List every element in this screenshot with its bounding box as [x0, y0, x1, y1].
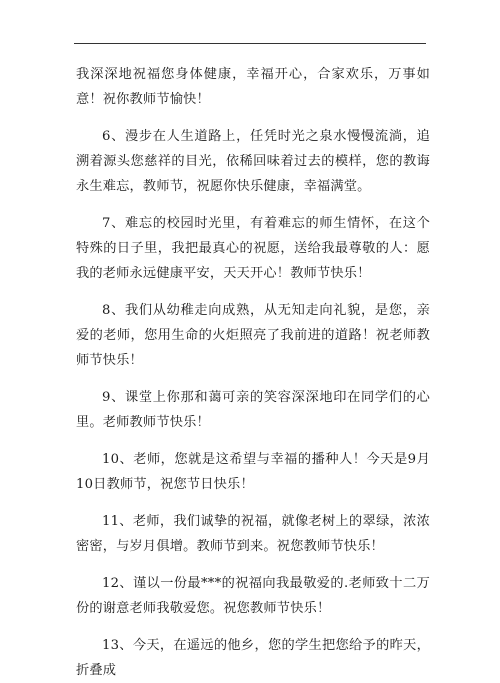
- paragraph-6: 6、漫步在人生道路上，任凭时光之泉水慢慢流淌，追溯着源头您慈祥的目光，依稀回味着过去的模样，您的教诲永生难忘，教师节，祝愿你快乐健康，幸福满堂。: [76, 129, 430, 194]
- header-rule: [74, 43, 426, 44]
- paragraph-9: 9、课堂上你那和蔼可亲的笑容深深地印在同学们的心里。老师教师节快乐！: [76, 390, 430, 430]
- paragraph-continuation: 我深深地祝福您身体健康，幸福开心，合家欢乐，万事如意！祝你教师节愉快！: [76, 67, 430, 107]
- paragraph-8: 8、我们从幼稚走向成熟，从无知走向礼貌，是您，亲爱的老师，您用生命的火炬照亮了我前进的道路！祝老师教师节快乐！: [76, 303, 430, 368]
- paragraph-12: 12、谨以一份最***的祝福向我最敬爱的.老师致十二万份的谢意老师我敬爱您。祝您教师节快乐！: [76, 576, 430, 616]
- paragraph-13: 13、今天，在遥远的他乡，您的学生把您给予的昨天，折叠成: [76, 638, 430, 678]
- paragraph-11: 11、老师，我们诚挚的祝福，就像老树上的翠绿，浓浓密密，与岁月俱增。教师节到来。祝您教师节快乐！: [76, 514, 430, 554]
- document-body: [76, 62, 430, 683]
- paragraph-7: 7、难忘的校园时光里，有着难忘的师生情怀，在这个特殊的日子里，我把最真心的祝愿，送给我最尊敬的人：愿我的老师永远健康平安，天天开心！教师节快乐！: [76, 216, 430, 281]
- paragraph-10: 10、老师，您就是这希望与幸福的播种人！今天是9月10日教师节，祝您节日快乐！: [76, 452, 430, 492]
